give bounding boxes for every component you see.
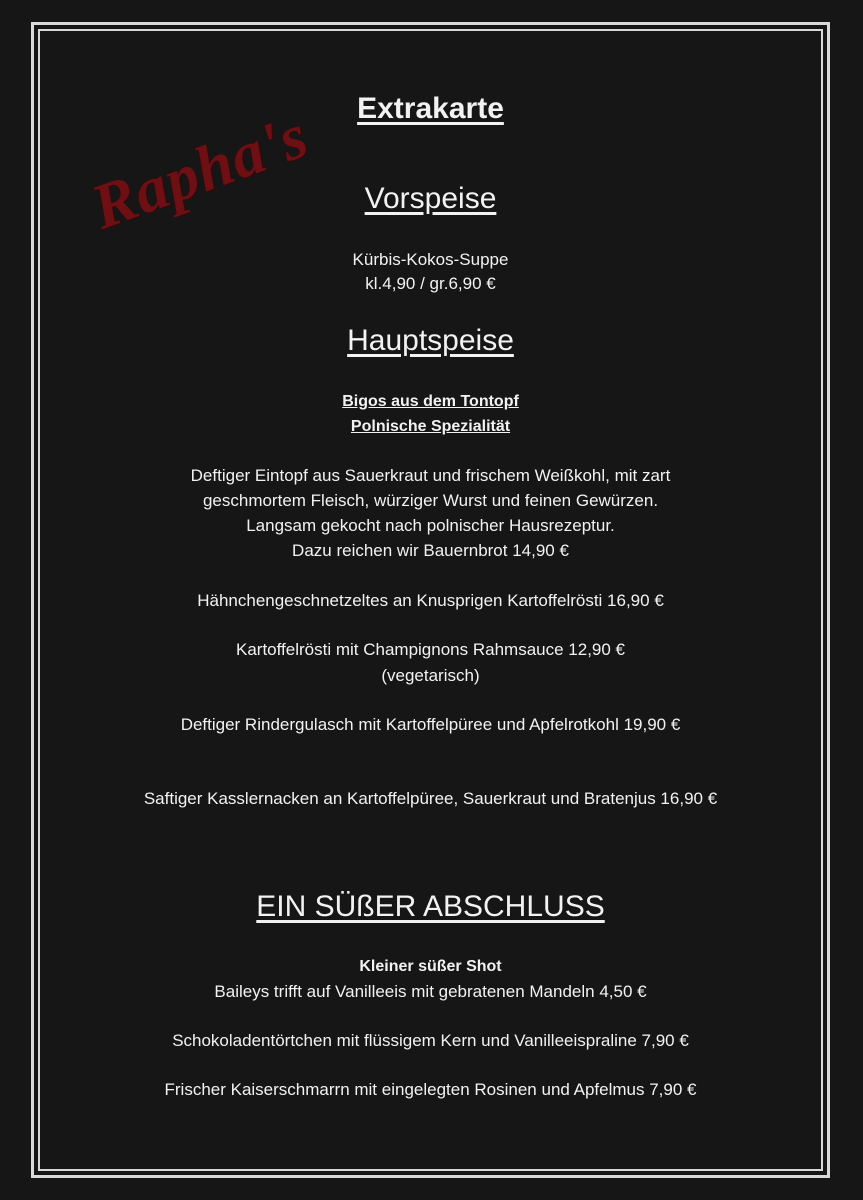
menu-item: Kartoffelrösti mit Champignons Rahmsauce 12,90 € bbox=[236, 640, 625, 659]
special-subtitle: Polnische Spezialität bbox=[350, 418, 511, 435]
vorspeise-heading: Vorspeise bbox=[364, 182, 497, 215]
menu-item: Deftiger Rindergulasch mit Kartoffelpüree und Apfelrotkohl 19,90 € bbox=[180, 715, 681, 734]
menu-item: Frischer Kaiserschmarrn mit eingelegten Rosinen und Apfelmus 7,90 € bbox=[164, 1080, 697, 1099]
shot-title: Kleiner süßer Shot bbox=[359, 958, 502, 975]
menu-item: Hähnchengeschnetzeltes an Knusprigen Kartoffelrösti 16,90 € bbox=[197, 591, 664, 610]
menu-item: Saftiger Kasslernacken an Kartoffelpüree, Sauerkraut und Bratenjus 16,90 € bbox=[143, 789, 718, 808]
special-desc-line: geschmortem Fleisch, würziger Wurst und feinen Gewürzen. bbox=[202, 491, 659, 510]
hauptspeise-heading: Hauptspeise bbox=[347, 324, 514, 357]
special-desc-line: Deftiger Eintopf aus Sauerkraut und frischem Weißkohl, mit zart bbox=[190, 466, 671, 485]
raphas-logo: Rapha's bbox=[82, 99, 318, 243]
vorspeise-item-name: Kürbis-Kokos-Suppe bbox=[352, 250, 509, 269]
menu-item: Schokoladentörtchen mit flüssigem Kern und Vanilleeispraline 7,90 € bbox=[172, 1031, 689, 1050]
special-desc-line: Langsam gekocht nach polnischer Hausrezeptur. bbox=[246, 516, 615, 535]
page-title: Extrakarte bbox=[357, 92, 504, 125]
special-desc-line: Dazu reichen wir Bauernbrot 14,90 € bbox=[292, 541, 569, 560]
vorspeise-item-price: kl.4,90 / gr.6,90 € bbox=[365, 274, 496, 293]
dessert-heading: EIN SÜßER ABSCHLUSS bbox=[256, 890, 605, 923]
menu-item: Baileys trifft auf Vanilleeis mit gebratenen Mandeln 4,50 € bbox=[214, 982, 647, 1001]
special-title: Bigos aus dem Tontopf bbox=[342, 393, 519, 410]
menu-item-note: (vegetarisch) bbox=[381, 666, 480, 685]
